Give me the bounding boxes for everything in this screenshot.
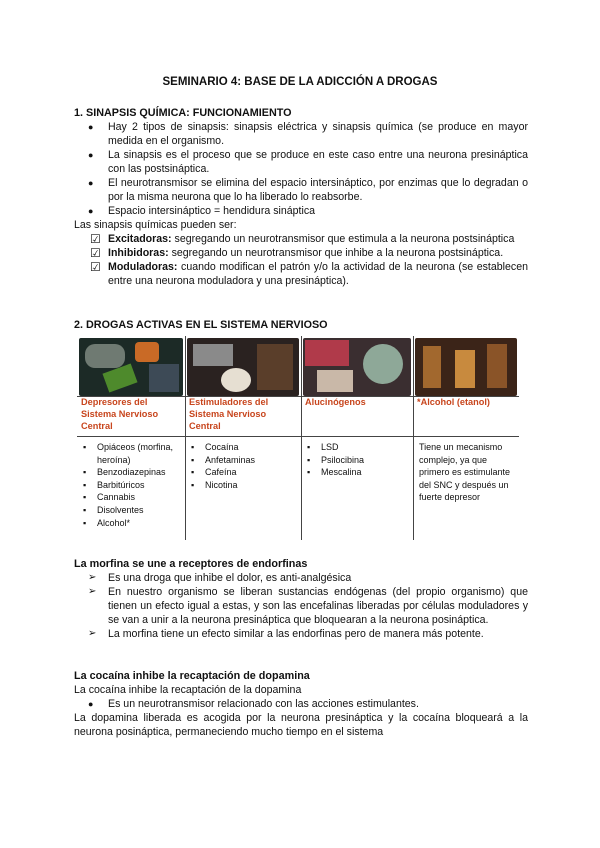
synapse-types-intro: Las sinapsis químicas pueden ser: [74,219,237,231]
list-item: ▪ Cafeína [187,466,299,479]
hallucinogens-photo [303,338,411,396]
synapse-types-list [74,232,528,288]
list-item: ▪ Benzodiazepinas [79,466,185,479]
list-item: ➢ En nuestro organismo se liberan sustancias endógenas (del propio organismo) que tienen un efecto igual a estas, y son las encefalinas liberadas por células moduladores y se van a unir a la neurona presináptica que bloquearan a la neurona posináptica. [88,586,528,626]
arrow-icon: ➢ [88,628,97,639]
bullet-icon: ● [88,206,94,216]
checkbox-icon: ☑ [90,246,101,260]
list-item: ▪ Mescalina [303,466,411,479]
column-header-alcohol: *Alcohol (etanol) [417,397,490,407]
drugs-table [77,336,519,540]
list-item: ☑ Inhibidoras: segregando un neurotransmisor que inhibe a la neurona postsináptica. [90,246,504,260]
column-header-depressants: Depresores del Sistema Nervioso Central [81,397,159,431]
bullet-icon: ● [88,178,94,188]
list-item: ➢ La morfina tiene un efecto similar a las endorfinas pero de manera más potente. [88,628,484,640]
list-item: ▪ Anfetaminas [187,454,299,467]
list-item: ● El neurotransmisor se elimina del espacio intersináptico, por enzimas que lo degradan o por la misma neurona que lo ha liberado lo reabsorbe. [88,177,528,203]
list-item: ▪ Psilocibina [303,454,411,467]
page-title: SEMINARIO 4: BASE DE LA ADICCIÓN A DROGAS [162,76,438,88]
list-item: ▪ Cannabis [79,491,185,504]
morfina-heading: La morfina se une a receptores de endorfinas [74,558,308,570]
bullet-icon: ● [88,122,94,132]
list-item: ☑ Excitadoras: segregando un neurotransmisor que estimula a la neurona postsináptica [90,232,515,246]
list-item: ☑ Moduladoras: cuando modifican el patrón y/o la actividad de la neurona (se establecen entre una neurona moduladora y una presináptica). [90,260,528,287]
column-header-stimulants: Estimuladores del Sistema Nervioso Central [189,397,269,431]
list-item: ● La sinapsis es el proceso que se produce en este caso entre una neurona presináptica con las postsináptica. [88,149,528,175]
list-item: ▪ Cocaína [187,441,299,454]
arrow-icon: ➢ [88,586,97,597]
list-item: ▪ Barbitúricos [79,479,185,492]
morfina-list [74,571,528,641]
stimulants-photo [187,338,299,396]
bullet-icon: ● [88,699,94,709]
section1-heading: 1. SINAPSIS QUÍMICA: FUNCIONAMIENTO [74,107,292,119]
depressants-list [79,441,185,529]
table-divider [301,336,302,540]
arrow-icon: ➢ [88,572,97,583]
alcohol-photo [415,338,517,396]
list-item: ➢ Es una droga que inhibe el dolor, es anti-analgésica [88,572,352,584]
checkbox-icon: ☑ [90,260,101,274]
table-divider [413,336,414,540]
section1-bullet-list [74,120,528,218]
depressants-photo [79,338,183,396]
hallucinogens-list [303,441,411,479]
cocaina-line: La cocaína inhibe la recaptación de la dopamina [74,684,302,696]
list-item: ● Espacio intersináptico = hendidura sináptica [88,205,316,217]
list-item: ▪ LSD [303,441,411,454]
list-item: ▪ Alcohol* [79,517,185,530]
stimulants-list [187,441,299,491]
list-item: ● Es un neurotransmisor relacionado con las acciones estimulantes. [88,698,419,710]
list-item: ▪ Disolventes [79,504,185,517]
cocaina-heading: La cocaína inhibe la recaptación de dopamina [74,670,310,682]
table-divider [77,436,519,437]
section2-heading: 2. DROGAS ACTIVAS EN EL SISTEMA NERVIOSO [74,319,328,331]
cocaina-paragraph: La dopamina liberada es acogida por la neurona presináptica y la cocaína bloqueará a la neurona posináptica, permaneciendo mucho tiempo en el sistema [74,712,528,738]
bullet-icon: ● [88,150,94,160]
checkbox-icon: ☑ [90,232,101,246]
column-header-hallucinogens: Alucinógenos [305,397,366,407]
list-item: ▪ Nicotina [187,479,299,492]
alcohol-description: Tiene un mecanismo complejo, ya que primero es estimulante del SNC y después un fuerte depresor [419,442,511,503]
list-item: ● Hay 2 tipos de sinapsis: sinapsis eléctrica y sinapsis química (se produce en mayor medida en el organismo. [88,121,528,147]
table-divider [185,336,186,540]
list-item: ▪ Opiáceos (morfina, heroína) [79,441,185,466]
cocaina-list [74,697,528,711]
